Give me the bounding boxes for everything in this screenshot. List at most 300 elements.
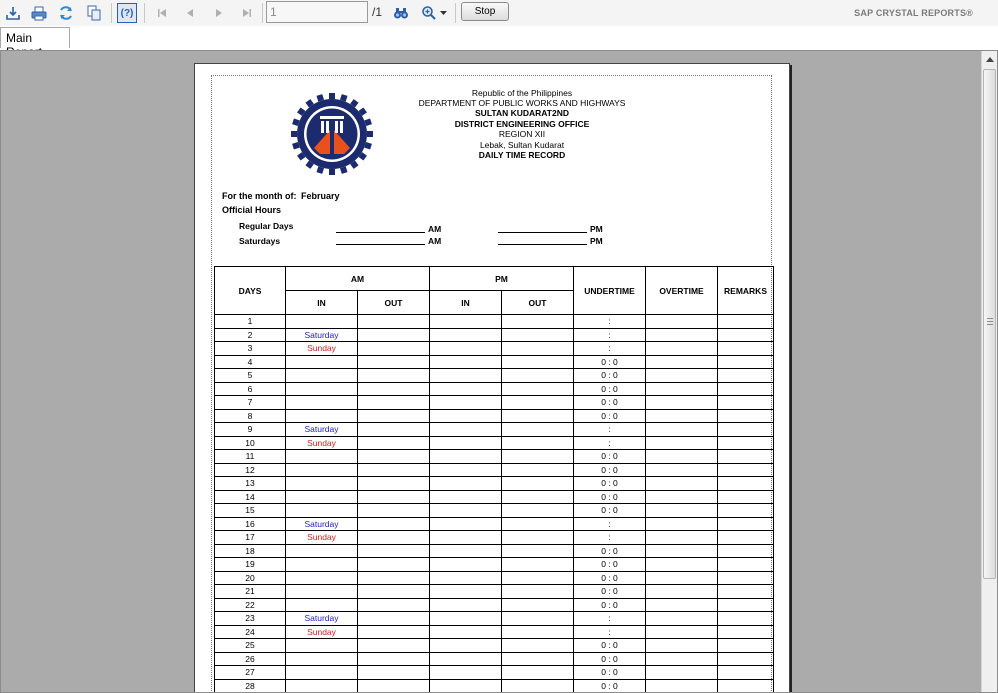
pm-out-cell <box>502 531 574 545</box>
am-out-cell <box>358 598 430 612</box>
overtime-cell <box>646 598 718 612</box>
undertime-cell: 0 : 0 <box>574 369 646 383</box>
day-cell: 10 <box>215 436 286 450</box>
am-out-cell <box>358 544 430 558</box>
day-cell: 23 <box>215 612 286 626</box>
toolbar-separator <box>144 3 145 23</box>
header-office: DISTRICT ENGINEERING OFFICE <box>454 119 590 129</box>
first-page-icon[interactable] <box>152 3 172 23</box>
scrollbar-grip-icon <box>987 318 993 325</box>
undertime-cell: 0 : 0 <box>574 355 646 369</box>
export-icon[interactable] <box>3 3 23 23</box>
remarks-cell <box>718 504 774 518</box>
remarks-cell <box>718 396 774 410</box>
am-in-cell: Saturday <box>286 517 358 531</box>
pm-in-cell <box>430 369 502 383</box>
header-district: SULTAN KUDARAT2ND <box>475 108 569 118</box>
remarks-cell <box>718 625 774 639</box>
remarks-cell <box>718 531 774 545</box>
table-row <box>215 355 774 369</box>
pm-out-cell <box>502 328 574 342</box>
pm-in-cell <box>430 652 502 666</box>
pm-out-cell <box>502 490 574 504</box>
remarks-cell <box>718 666 774 680</box>
undertime-cell: 0 : 0 <box>574 396 646 410</box>
month-label: For the month of: <box>222 191 297 201</box>
undertime-cell: 0 : 0 <box>574 679 646 693</box>
pm-in-cell <box>430 558 502 572</box>
pm-out-cell <box>502 517 574 531</box>
am-in-cell <box>286 544 358 558</box>
col-am-header: AM <box>286 267 430 291</box>
undertime-cell: 0 : 0 <box>574 598 646 612</box>
col-pm-in-header: IN <box>430 291 502 315</box>
day-cell: 15 <box>215 504 286 518</box>
pm-in-cell <box>430 463 502 477</box>
table-row <box>215 544 774 558</box>
overtime-cell <box>646 315 718 329</box>
previous-page-icon[interactable] <box>180 3 200 23</box>
am-out-cell <box>358 490 430 504</box>
report-title: DAILY TIME RECORD <box>478 150 566 160</box>
pm-out-cell <box>502 639 574 653</box>
pm-out-cell <box>502 477 574 491</box>
pm-in-cell <box>430 423 502 437</box>
am-out-cell <box>358 315 430 329</box>
overtime-cell <box>646 639 718 653</box>
pm-out-cell <box>502 315 574 329</box>
day-cell: 4 <box>215 355 286 369</box>
next-page-icon[interactable] <box>209 3 229 23</box>
col-am-out-header: OUT <box>358 291 430 315</box>
day-cell: 9 <box>215 423 286 437</box>
pm-out-cell <box>502 558 574 572</box>
zoom-icon[interactable] <box>419 3 439 23</box>
undertime-cell: 0 : 0 <box>574 571 646 585</box>
remarks-cell <box>718 315 774 329</box>
remarks-cell <box>718 342 774 356</box>
pm-in-cell <box>430 571 502 585</box>
undertime-cell: : <box>574 531 646 545</box>
table-row <box>215 652 774 666</box>
am-out-cell <box>358 585 430 599</box>
pm-out-cell <box>502 612 574 626</box>
undertime-cell: 0 : 0 <box>574 544 646 558</box>
regular-pm-line <box>498 232 587 233</box>
pm-out-cell <box>502 396 574 410</box>
day-cell: 22 <box>215 598 286 612</box>
pm-in-cell <box>430 409 502 423</box>
time-record-body <box>215 315 774 693</box>
am-in-cell <box>286 396 358 410</box>
overtime-cell <box>646 369 718 383</box>
am-in-cell <box>286 369 358 383</box>
am-out-cell <box>358 531 430 545</box>
undertime-cell: 0 : 0 <box>574 652 646 666</box>
day-cell: 26 <box>215 652 286 666</box>
scroll-up-arrow-icon[interactable] <box>982 51 998 67</box>
am-in-cell <box>286 315 358 329</box>
regular-am-label: AM <box>428 224 442 234</box>
undertime-cell: 0 : 0 <box>574 504 646 518</box>
report-frame <box>211 75 772 693</box>
table-row <box>215 625 774 639</box>
pm-in-cell <box>430 544 502 558</box>
col-overtime-header: OVERTIME <box>646 267 718 315</box>
day-cell: 6 <box>215 382 286 396</box>
pm-in-cell <box>430 612 502 626</box>
pm-in-cell <box>430 531 502 545</box>
col-pm-header: PM <box>430 267 574 291</box>
pm-out-cell <box>502 423 574 437</box>
am-in-cell <box>286 585 358 599</box>
am-out-cell <box>358 504 430 518</box>
overtime-cell <box>646 328 718 342</box>
remarks-cell <box>718 612 774 626</box>
remarks-cell <box>718 436 774 450</box>
pm-in-cell <box>430 585 502 599</box>
day-cell: 13 <box>215 477 286 491</box>
scrollbar-thumb[interactable] <box>983 69 996 579</box>
last-page-icon[interactable] <box>237 3 257 23</box>
table-row <box>215 517 774 531</box>
pm-out-cell <box>502 585 574 599</box>
am-out-cell <box>358 355 430 369</box>
page-number-input[interactable] <box>266 1 368 23</box>
print-icon[interactable] <box>29 3 49 23</box>
overtime-cell <box>646 463 718 477</box>
am-in-cell: Saturday <box>286 423 358 437</box>
am-in-cell <box>286 355 358 369</box>
undertime-cell: : <box>574 517 646 531</box>
am-in-cell <box>286 666 358 680</box>
pm-out-cell <box>502 571 574 585</box>
month-value: February <box>301 191 340 201</box>
day-cell: 2 <box>215 328 286 342</box>
pm-in-cell <box>430 342 502 356</box>
overtime-cell <box>646 477 718 491</box>
undertime-cell: 0 : 0 <box>574 490 646 504</box>
am-in-cell <box>286 558 358 572</box>
table-row <box>215 436 774 450</box>
undertime-cell: 0 : 0 <box>574 639 646 653</box>
overtime-cell <box>646 436 718 450</box>
day-cell: 19 <box>215 558 286 572</box>
overtime-cell <box>646 355 718 369</box>
overtime-cell <box>646 531 718 545</box>
col-remarks-header: REMARKS <box>718 267 774 315</box>
day-cell: 20 <box>215 571 286 585</box>
pm-out-cell <box>502 679 574 693</box>
undertime-cell: : <box>574 342 646 356</box>
overtime-cell <box>646 679 718 693</box>
saturdays-label: Saturdays <box>239 236 281 246</box>
am-out-cell <box>358 612 430 626</box>
header-department: DEPARTMENT OF PUBLIC WORKS AND HIGHWAYS <box>418 98 626 108</box>
pm-out-cell <box>502 625 574 639</box>
header-republic: Republic of the Philippines <box>471 88 573 98</box>
header-region: REGION XII <box>498 129 546 139</box>
am-in-cell: Sunday <box>286 342 358 356</box>
table-row <box>215 571 774 585</box>
saturday-pm-line <box>498 244 587 245</box>
am-out-cell <box>358 558 430 572</box>
remarks-cell <box>718 558 774 572</box>
undertime-cell: 0 : 0 <box>574 558 646 572</box>
remarks-cell <box>718 490 774 504</box>
overtime-cell <box>646 585 718 599</box>
table-row <box>215 477 774 491</box>
overtime-cell <box>646 558 718 572</box>
day-cell: 8 <box>215 409 286 423</box>
remarks-cell <box>718 517 774 531</box>
table-row <box>215 463 774 477</box>
remarks-cell <box>718 328 774 342</box>
am-in-cell <box>286 679 358 693</box>
remarks-cell <box>718 477 774 491</box>
am-in-cell <box>286 463 358 477</box>
am-in-cell <box>286 450 358 464</box>
overtime-cell <box>646 504 718 518</box>
pm-in-cell <box>430 490 502 504</box>
viewer-toolbar <box>0 0 998 26</box>
overtime-cell <box>646 571 718 585</box>
day-cell: 16 <box>215 517 286 531</box>
day-cell: 12 <box>215 463 286 477</box>
brand-label: SAP CRYSTAL REPORTS® <box>854 8 973 18</box>
pm-in-cell <box>430 396 502 410</box>
remarks-cell <box>718 463 774 477</box>
pm-out-cell <box>502 544 574 558</box>
overtime-cell <box>646 517 718 531</box>
am-out-cell <box>358 369 430 383</box>
am-in-cell <box>286 639 358 653</box>
table-row <box>215 598 774 612</box>
day-cell: 3 <box>215 342 286 356</box>
header-location: Lebak, Sultan Kudarat <box>479 140 565 150</box>
table-row <box>215 666 774 680</box>
table-row <box>215 450 774 464</box>
am-in-cell: Sunday <box>286 625 358 639</box>
overtime-cell <box>646 625 718 639</box>
pm-out-cell <box>502 652 574 666</box>
am-in-cell <box>286 598 358 612</box>
overtime-cell <box>646 342 718 356</box>
refresh-icon[interactable] <box>56 3 76 23</box>
table-row <box>215 504 774 518</box>
pm-out-cell <box>502 382 574 396</box>
pm-in-cell <box>430 679 502 693</box>
am-in-cell: Saturday <box>286 328 358 342</box>
remarks-cell <box>718 598 774 612</box>
am-out-cell <box>358 477 430 491</box>
saturday-pm-label: PM <box>590 236 603 246</box>
am-out-cell <box>358 436 430 450</box>
pm-in-cell <box>430 477 502 491</box>
undertime-cell: : <box>574 625 646 639</box>
table-row <box>215 409 774 423</box>
tab-bar <box>0 26 998 50</box>
table-row <box>215 490 774 504</box>
am-in-cell <box>286 477 358 491</box>
day-cell: 28 <box>215 679 286 693</box>
am-out-cell <box>358 396 430 410</box>
dpwh-logo <box>290 92 374 176</box>
overtime-cell <box>646 666 718 680</box>
day-cell: 5 <box>215 369 286 383</box>
undertime-cell: 0 : 0 <box>574 382 646 396</box>
remarks-cell <box>718 544 774 558</box>
undertime-cell: : <box>574 315 646 329</box>
overtime-cell <box>646 652 718 666</box>
am-in-cell <box>286 504 358 518</box>
day-cell: 14 <box>215 490 286 504</box>
page-total-label: /1 <box>372 5 383 19</box>
pm-in-cell <box>430 315 502 329</box>
stop-button[interactable]: Stop <box>461 2 509 21</box>
undertime-cell: 0 : 0 <box>574 477 646 491</box>
saturday-am-line <box>336 244 425 245</box>
pm-in-cell <box>430 517 502 531</box>
am-out-cell <box>358 639 430 653</box>
find-binoculars-icon[interactable] <box>391 3 411 23</box>
copy-icon[interactable] <box>84 3 104 23</box>
pm-out-cell <box>502 450 574 464</box>
day-cell: 21 <box>215 585 286 599</box>
day-cell: 1 <box>215 315 286 329</box>
am-out-cell <box>358 666 430 680</box>
overtime-cell <box>646 490 718 504</box>
official-hours-label: Official Hours <box>222 205 282 215</box>
col-days-header: DAYS <box>215 267 286 315</box>
overtime-cell <box>646 396 718 410</box>
undertime-cell: : <box>574 612 646 626</box>
toolbar-separator <box>455 3 456 23</box>
pm-in-cell <box>430 355 502 369</box>
am-out-cell <box>358 625 430 639</box>
day-cell: 11 <box>215 450 286 464</box>
regular-days-label: Regular Days <box>239 221 294 231</box>
undertime-cell: : <box>574 436 646 450</box>
help-icon[interactable]: (?) <box>117 3 137 23</box>
am-out-cell <box>358 423 430 437</box>
undertime-cell: : <box>574 423 646 437</box>
day-cell: 25 <box>215 639 286 653</box>
remarks-cell <box>718 639 774 653</box>
table-row <box>215 315 774 329</box>
remarks-cell <box>718 450 774 464</box>
pm-in-cell <box>430 450 502 464</box>
undertime-cell: 0 : 0 <box>574 409 646 423</box>
day-cell: 24 <box>215 625 286 639</box>
toolbar-separator <box>262 3 263 23</box>
table-row <box>215 396 774 410</box>
overtime-cell <box>646 612 718 626</box>
remarks-cell <box>718 355 774 369</box>
am-out-cell <box>358 328 430 342</box>
regular-am-line <box>336 232 425 233</box>
time-record-table <box>214 266 774 693</box>
day-cell: 27 <box>215 666 286 680</box>
pm-out-cell <box>502 436 574 450</box>
am-in-cell: Sunday <box>286 531 358 545</box>
pm-in-cell <box>430 666 502 680</box>
remarks-cell <box>718 382 774 396</box>
report-page <box>194 63 790 693</box>
am-in-cell <box>286 571 358 585</box>
overtime-cell <box>646 450 718 464</box>
undertime-cell: 0 : 0 <box>574 666 646 680</box>
remarks-cell <box>718 409 774 423</box>
table-row <box>215 382 774 396</box>
am-out-cell <box>358 679 430 693</box>
overtime-cell <box>646 544 718 558</box>
undertime-cell: : <box>574 328 646 342</box>
remarks-cell <box>718 585 774 599</box>
am-in-cell: Saturday <box>286 612 358 626</box>
saturday-am-label: AM <box>428 236 442 246</box>
am-in-cell <box>286 409 358 423</box>
toolbar-separator <box>111 3 112 23</box>
table-row <box>215 585 774 599</box>
remarks-cell <box>718 369 774 383</box>
col-pm-out-header: OUT <box>502 291 574 315</box>
pm-out-cell <box>502 463 574 477</box>
regular-pm-label: PM <box>590 224 603 234</box>
col-undertime-header: UNDERTIME <box>574 267 646 315</box>
table-row <box>215 558 774 572</box>
am-out-cell <box>358 450 430 464</box>
day-cell: 7 <box>215 396 286 410</box>
table-row <box>215 328 774 342</box>
pm-out-cell <box>502 666 574 680</box>
pm-in-cell <box>430 328 502 342</box>
am-in-cell <box>286 490 358 504</box>
day-cell: 18 <box>215 544 286 558</box>
table-row <box>215 423 774 437</box>
table-row <box>215 679 774 693</box>
overtime-cell <box>646 409 718 423</box>
table-row <box>215 639 774 653</box>
pm-in-cell <box>430 639 502 653</box>
overtime-cell <box>646 382 718 396</box>
table-row <box>215 612 774 626</box>
pm-in-cell <box>430 382 502 396</box>
remarks-cell <box>718 652 774 666</box>
zoom-dropdown-chevron-icon[interactable] <box>438 3 448 23</box>
remarks-cell <box>718 571 774 585</box>
table-row <box>215 369 774 383</box>
table-row <box>215 342 774 356</box>
am-out-cell <box>358 517 430 531</box>
day-cell: 17 <box>215 531 286 545</box>
pm-out-cell <box>502 598 574 612</box>
report-viewport <box>0 50 998 693</box>
pm-in-cell <box>430 598 502 612</box>
pm-out-cell <box>502 369 574 383</box>
tab-main-report[interactable]: Main <box>0 27 70 48</box>
am-in-cell: Sunday <box>286 436 358 450</box>
am-out-cell <box>358 463 430 477</box>
overtime-cell <box>646 423 718 437</box>
am-in-cell <box>286 652 358 666</box>
pm-out-cell <box>502 504 574 518</box>
vertical-scrollbar[interactable] <box>981 51 997 693</box>
am-in-cell <box>286 382 358 396</box>
pm-in-cell <box>430 625 502 639</box>
pm-in-cell <box>430 436 502 450</box>
pm-in-cell <box>430 504 502 518</box>
